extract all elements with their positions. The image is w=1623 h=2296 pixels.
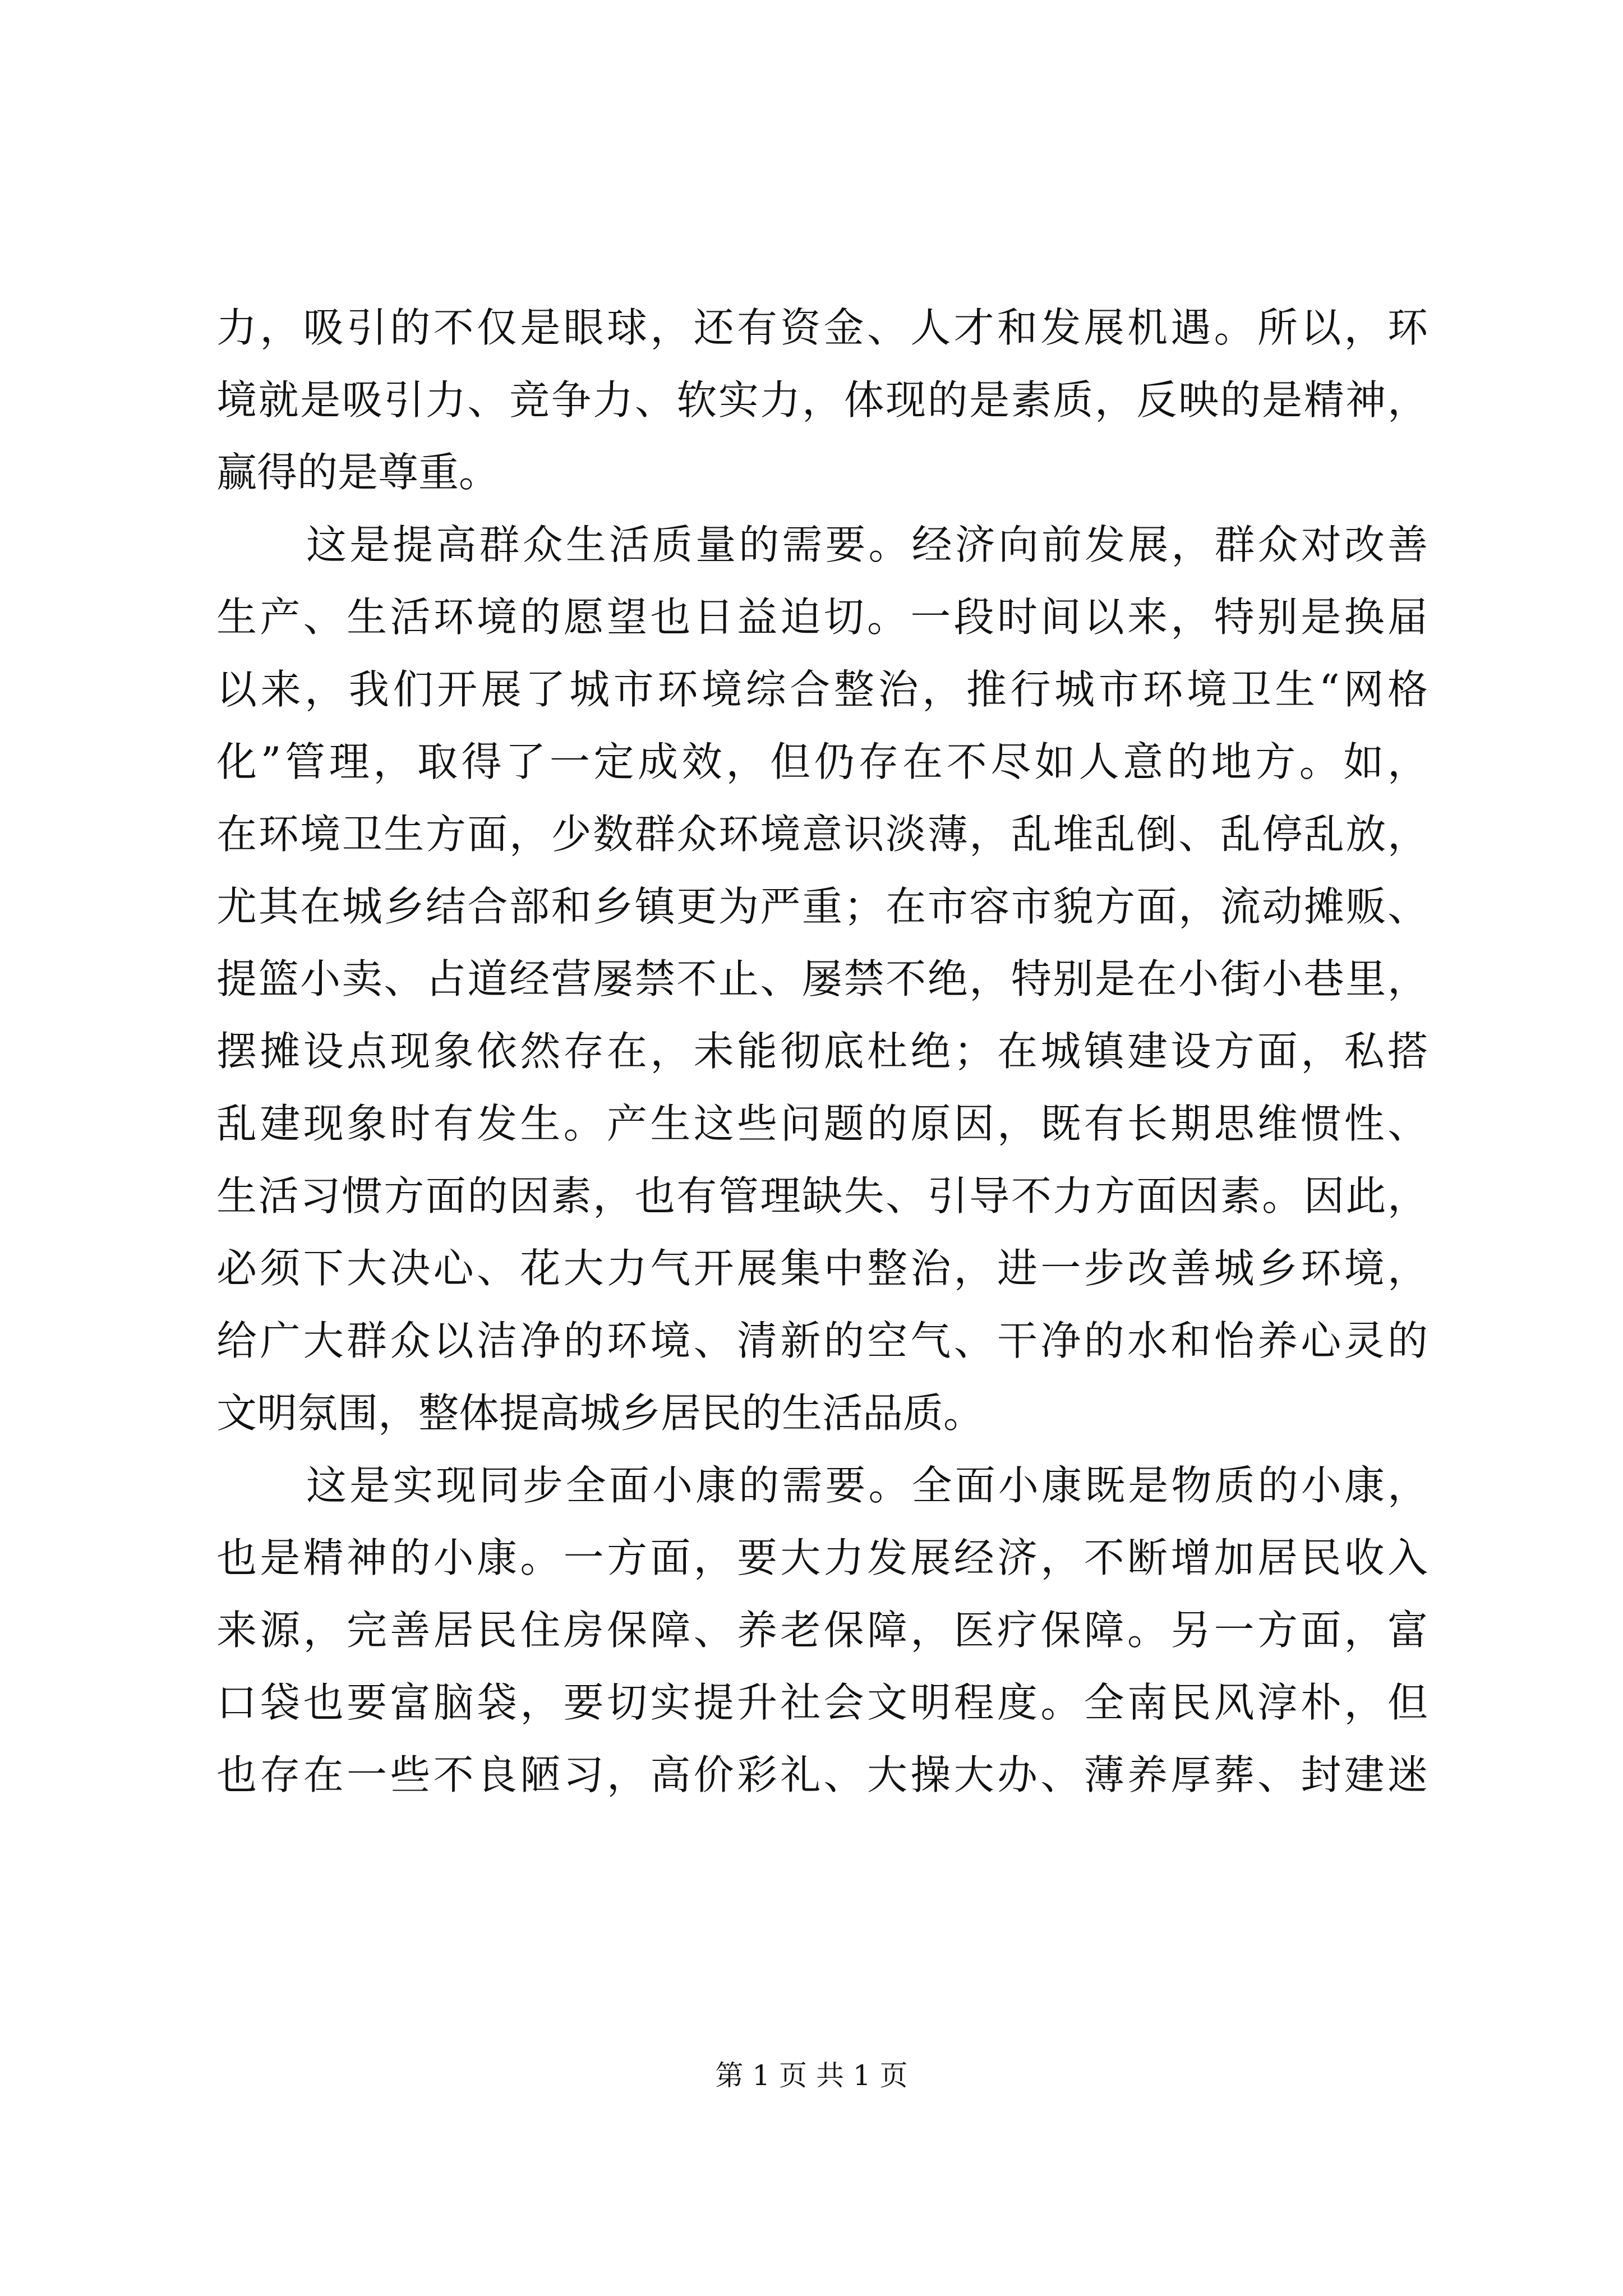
text-line: 力，吸引的不仅是眼球，还有资金、人才和发展机遇。所以，环 — [216, 304, 1428, 351]
text-line: 也是精神的小康。一方面，要大力发展经济，不断增加居民收入 — [216, 1534, 1428, 1581]
text-line: 给广大群众以洁净的环境、清新的空气、干净的水和怡养心灵的 — [216, 1317, 1428, 1364]
text-line: 以来，我们开展了城市环境综合整治，推行城市环境卫生“网格 — [216, 666, 1428, 713]
text-line: 生产、生活环境的愿望也日益迫切。一段时间以来，特别是换届 — [216, 593, 1428, 641]
text-line: 口袋也要富脑袋，要切实提升社会文明程度。全南民风淳朴，但 — [216, 1679, 1428, 1726]
text-line: 文明氛围，整体提高城乡居民的生活品质。 — [216, 1389, 984, 1437]
text-line: 尤其在城乡结合部和乡镇更为严重；在市容市貌方面，流动摊贩、 — [216, 883, 1428, 930]
text-line: 提篮小卖、占道经营屡禁不止、屡禁不绝，特别是在小街小巷里， — [216, 955, 1428, 1002]
text-line: 必须下大决心、花大力气开展集中整治，进一步改善城乡环境， — [216, 1245, 1428, 1292]
text-line: 摆摊设点现象依然存在，未能彻底杜绝；在城镇建设方面，私搭 — [216, 1028, 1428, 1075]
text-line: 在环境卫生方面，少数群众环境意识淡薄，乱堆乱倒、乱停乱放， — [216, 811, 1428, 858]
text-line: 化”管理，取得了一定成效，但仍存在不尽如人意的地方。如， — [216, 738, 1428, 785]
page-footer: 第 1 页 共 1 页 — [715, 2059, 908, 2092]
text-line: 这是实现同步全面小康的需要。全面小康既是物质的小康， — [306, 1462, 1428, 1509]
text-line: 来源，完善居民住房保障、养老保障，医疗保障。另一方面，富 — [216, 1607, 1428, 1654]
text-line: 也存在一些不良陋习，高价彩礼、大操大办、薄养厚葬、封建迷 — [216, 1751, 1428, 1798]
text-line: 乱建现象时有发生。产生这些问题的原因，既有长期思维惯性、 — [216, 1100, 1428, 1147]
text-line: 生活习惯方面的因素，也有管理缺失、引导不力方面因素。因此， — [216, 1172, 1428, 1220]
text-line: 境就是吸引力、竞争力、软实力，体现的是素质，反映的是精神， — [216, 376, 1428, 424]
text-line: 这是提高群众生活质量的需要。经济向前发展，群众对改善 — [306, 521, 1428, 568]
text-line: 赢得的是尊重。 — [216, 449, 500, 496]
document-body — [216, 292, 1428, 1811]
